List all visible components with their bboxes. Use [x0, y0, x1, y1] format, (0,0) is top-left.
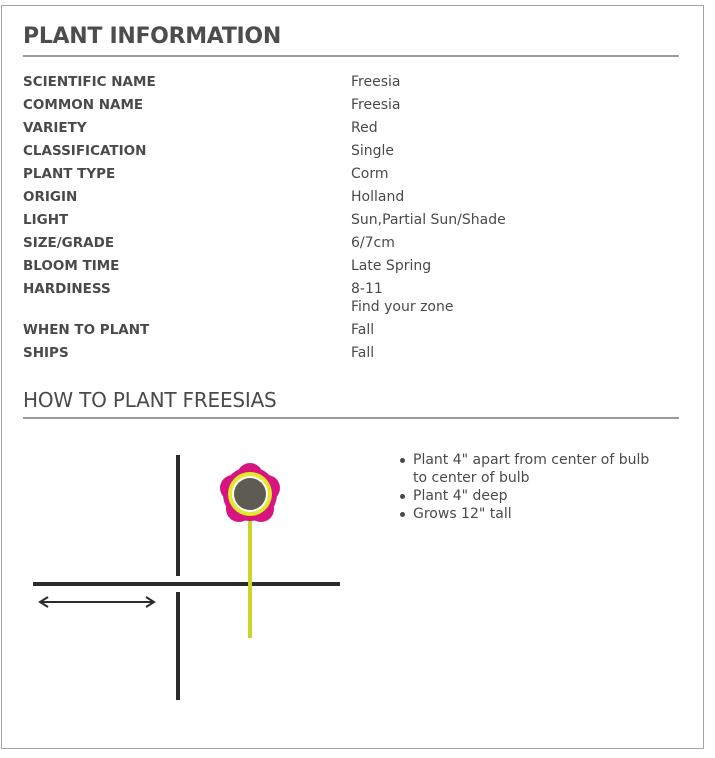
planting-instructions	[397, 451, 667, 523]
title-divider	[23, 55, 679, 57]
info-value: Corm	[351, 166, 389, 182]
how-to-plant-heading: HOW TO PLANT FREESIAS	[23, 388, 277, 412]
info-value: Red	[351, 120, 378, 136]
info-value: Freesia	[351, 74, 401, 90]
list-item: Plant 4" apart from center of bulb to center of bulb	[397, 451, 667, 487]
info-label: SCIENTIFIC NAME	[23, 74, 156, 90]
list-item: Plant 4" deep	[397, 487, 667, 505]
info-label: WHEN TO PLANT	[23, 322, 150, 338]
section-divider	[23, 417, 679, 419]
info-label: BLOOM TIME	[23, 258, 120, 274]
info-label: ORIGIN	[23, 189, 78, 205]
info-label: HARDINESS	[23, 281, 111, 297]
info-label: SHIPS	[23, 345, 69, 361]
info-label: SIZE/GRADE	[23, 235, 115, 251]
flower-icon	[220, 463, 280, 522]
info-value: Fall	[351, 345, 375, 361]
info-label: LIGHT	[23, 212, 69, 228]
info-label: VARIETY	[23, 120, 87, 136]
info-value: 6/7cm	[351, 235, 395, 251]
hardiness-value: 8-11	[351, 281, 383, 297]
planting-diagram	[30, 452, 350, 702]
list-item: Grows 12" tall	[397, 505, 667, 523]
spacing-arrow-icon	[40, 597, 154, 607]
info-value	[351, 280, 453, 316]
info-label: PLANT TYPE	[23, 166, 116, 182]
info-label: COMMON NAME	[23, 97, 144, 113]
info-value: Single	[351, 143, 395, 159]
info-value: Sun,Partial Sun/Shade	[351, 212, 506, 228]
info-label: CLASSIFICATION	[23, 143, 147, 159]
page-title: PLANT INFORMATION	[23, 24, 281, 49]
info-value: Freesia	[351, 97, 401, 113]
info-value: Late Spring	[351, 258, 432, 274]
info-value: Holland	[351, 189, 405, 205]
find-your-zone-link[interactable]: Find your zone	[351, 299, 454, 315]
info-value: Fall	[351, 322, 375, 338]
